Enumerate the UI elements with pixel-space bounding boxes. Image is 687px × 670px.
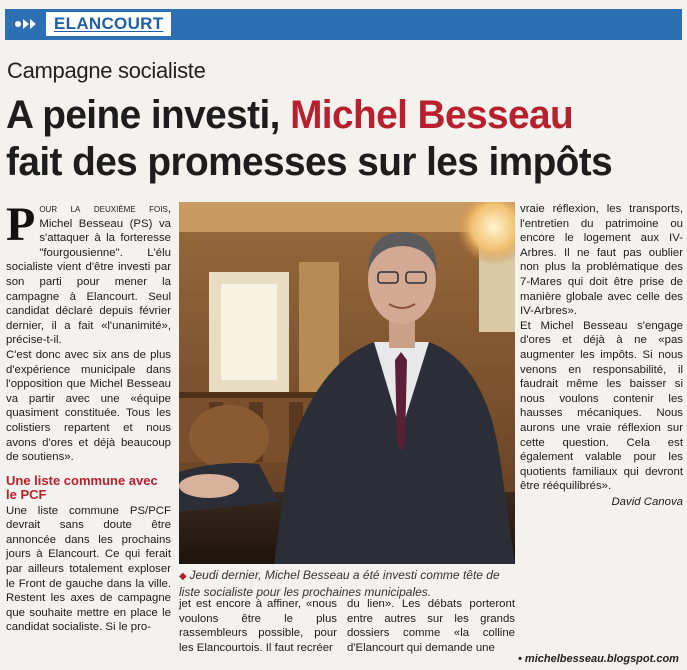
headline-name: Michel Besseau — [290, 93, 574, 137]
photo-caption — [179, 568, 519, 599]
bullet-icon: • — [518, 653, 525, 665]
article-kicker: Campagne socialiste — [7, 58, 206, 83]
headline-part-1: A peine investi, — [6, 93, 291, 137]
caption-marker-icon: ◆ — [179, 571, 190, 582]
paragraph-3: Une liste commune PS/PCF devrait sans doute être annoncée dans les prochains jours à Elancourt. Ce qui ferait par ailleurs totalement exploser le Front de gauche dans la ville. Restent les axes de campagne que souhaite mettre en place le candidat socialiste. Si le pro- — [6, 504, 171, 634]
paragraph-4: vraie réflexion, les transports, l'entretien du patrimoine ou encore le logement aux IV-Arbres. Il ne faut pas oublier non plus la problématique des 7-Mares qui doit être prise de manière globale avec celle des IV-Arbres». — [520, 203, 683, 318]
headline-part-2: fait des promesses sur les impôts — [6, 140, 613, 184]
article-photo — [179, 202, 515, 564]
article-column-2: jet est encore à affiner, «nous voulons être le plus rassembleurs possible, pour les Elancourtois. Il faut recréer — [179, 598, 337, 654]
caption-text: Jeudi dernier, Michel Besseau a été investi comme tête de liste socialiste pour les prochaines municipales. — [179, 568, 500, 599]
blog-watermark — [518, 653, 679, 666]
article-column-4 — [520, 202, 683, 509]
paragraph-5: Et Michel Besseau s'engage d'ores et déjà à ne «pas augmenter les impôts. Si nous venons en responsabilité, il faudrait même les baisser si nous voulons contenir les hausses mécaniques. Nous aurons une vraie réflexion sur cette question. Cela est également valable pour les quotients familiaux qui devront être rééquilibrés». — [520, 319, 683, 493]
drop-cap: P — [6, 198, 36, 251]
paragraph-1: , Michel Besseau (PS) va s'attaquer à la forteresse "fourgousienne". L'élu socialiste vient d'être investi par son parti pour mener la campagne à Elancourt. Seul candidat déclaré depuis février dernier, il a fait «l'unanimité», précise-t-il. — [6, 203, 171, 347]
double-arrow-icon — [14, 17, 40, 31]
section-title: ELANCOURT — [46, 12, 171, 36]
article-column-1 — [6, 198, 171, 635]
author-signature: David Canova — [611, 495, 683, 508]
blog-url: michelbesseau.blogspot.com — [524, 653, 679, 665]
article-headline — [6, 92, 664, 186]
paragraph-2: C'est donc avec six ans de plus d'expérience municipale dans l'opposition que Michel Besseau va partir avec une «équipe quasiment constituée. Tous les colistiers repartent et nous avons d'ores et déjà beaucoup de soutiens». — [6, 348, 171, 464]
lead-in: our la deuxième fois — [39, 203, 168, 215]
article-column-3: du lien». Les débats porteront entre autres sur les grands dossiers comme «la colline d'Elancourt qui demande une — [347, 598, 515, 654]
subheading: Une liste commune avec le PCF — [6, 472, 158, 502]
